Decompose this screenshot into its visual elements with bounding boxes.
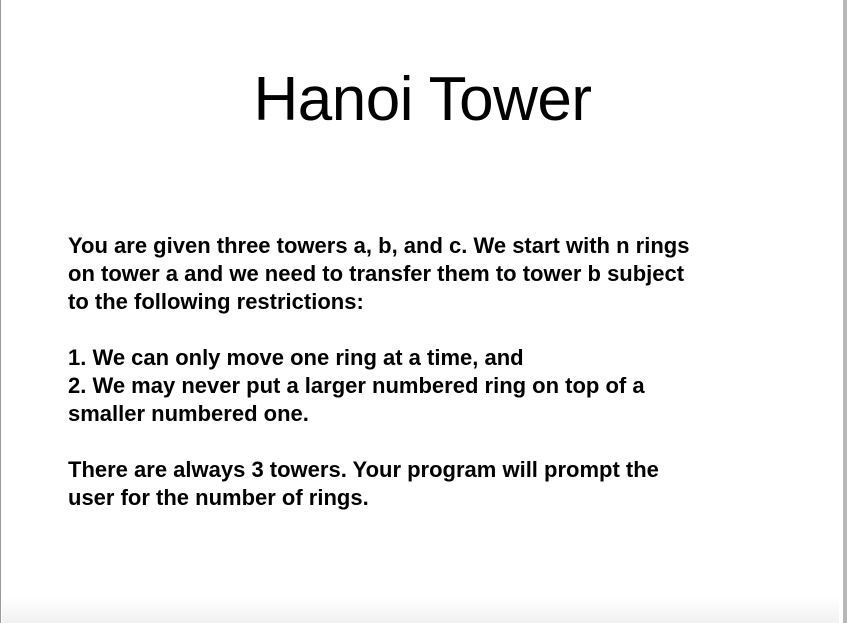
slide-title: Hanoi Tower [253,65,592,134]
rule-line: smaller numbered one. [68,401,309,426]
slide-body [68,232,788,512]
intro-line: to the following restrictions: [68,289,364,314]
bottom-shadow [2,597,839,623]
intro-line: on tower a and we need to transfer them to tower b subject [68,261,685,286]
rule-line: 1. We can only move one ring at a time, and [68,345,524,370]
rule-line: 2. We may never put a larger numbered ring on top of a [68,373,645,398]
closing-line: user for the number of rings. [68,485,369,510]
closing-line: There are always 3 towers. Your program will prompt the [68,457,659,482]
intro-line: You are given three towers a, b, and c. We start with n rings [68,233,690,258]
paragraph-spacer [68,316,788,344]
paragraph-spacer [68,428,788,456]
